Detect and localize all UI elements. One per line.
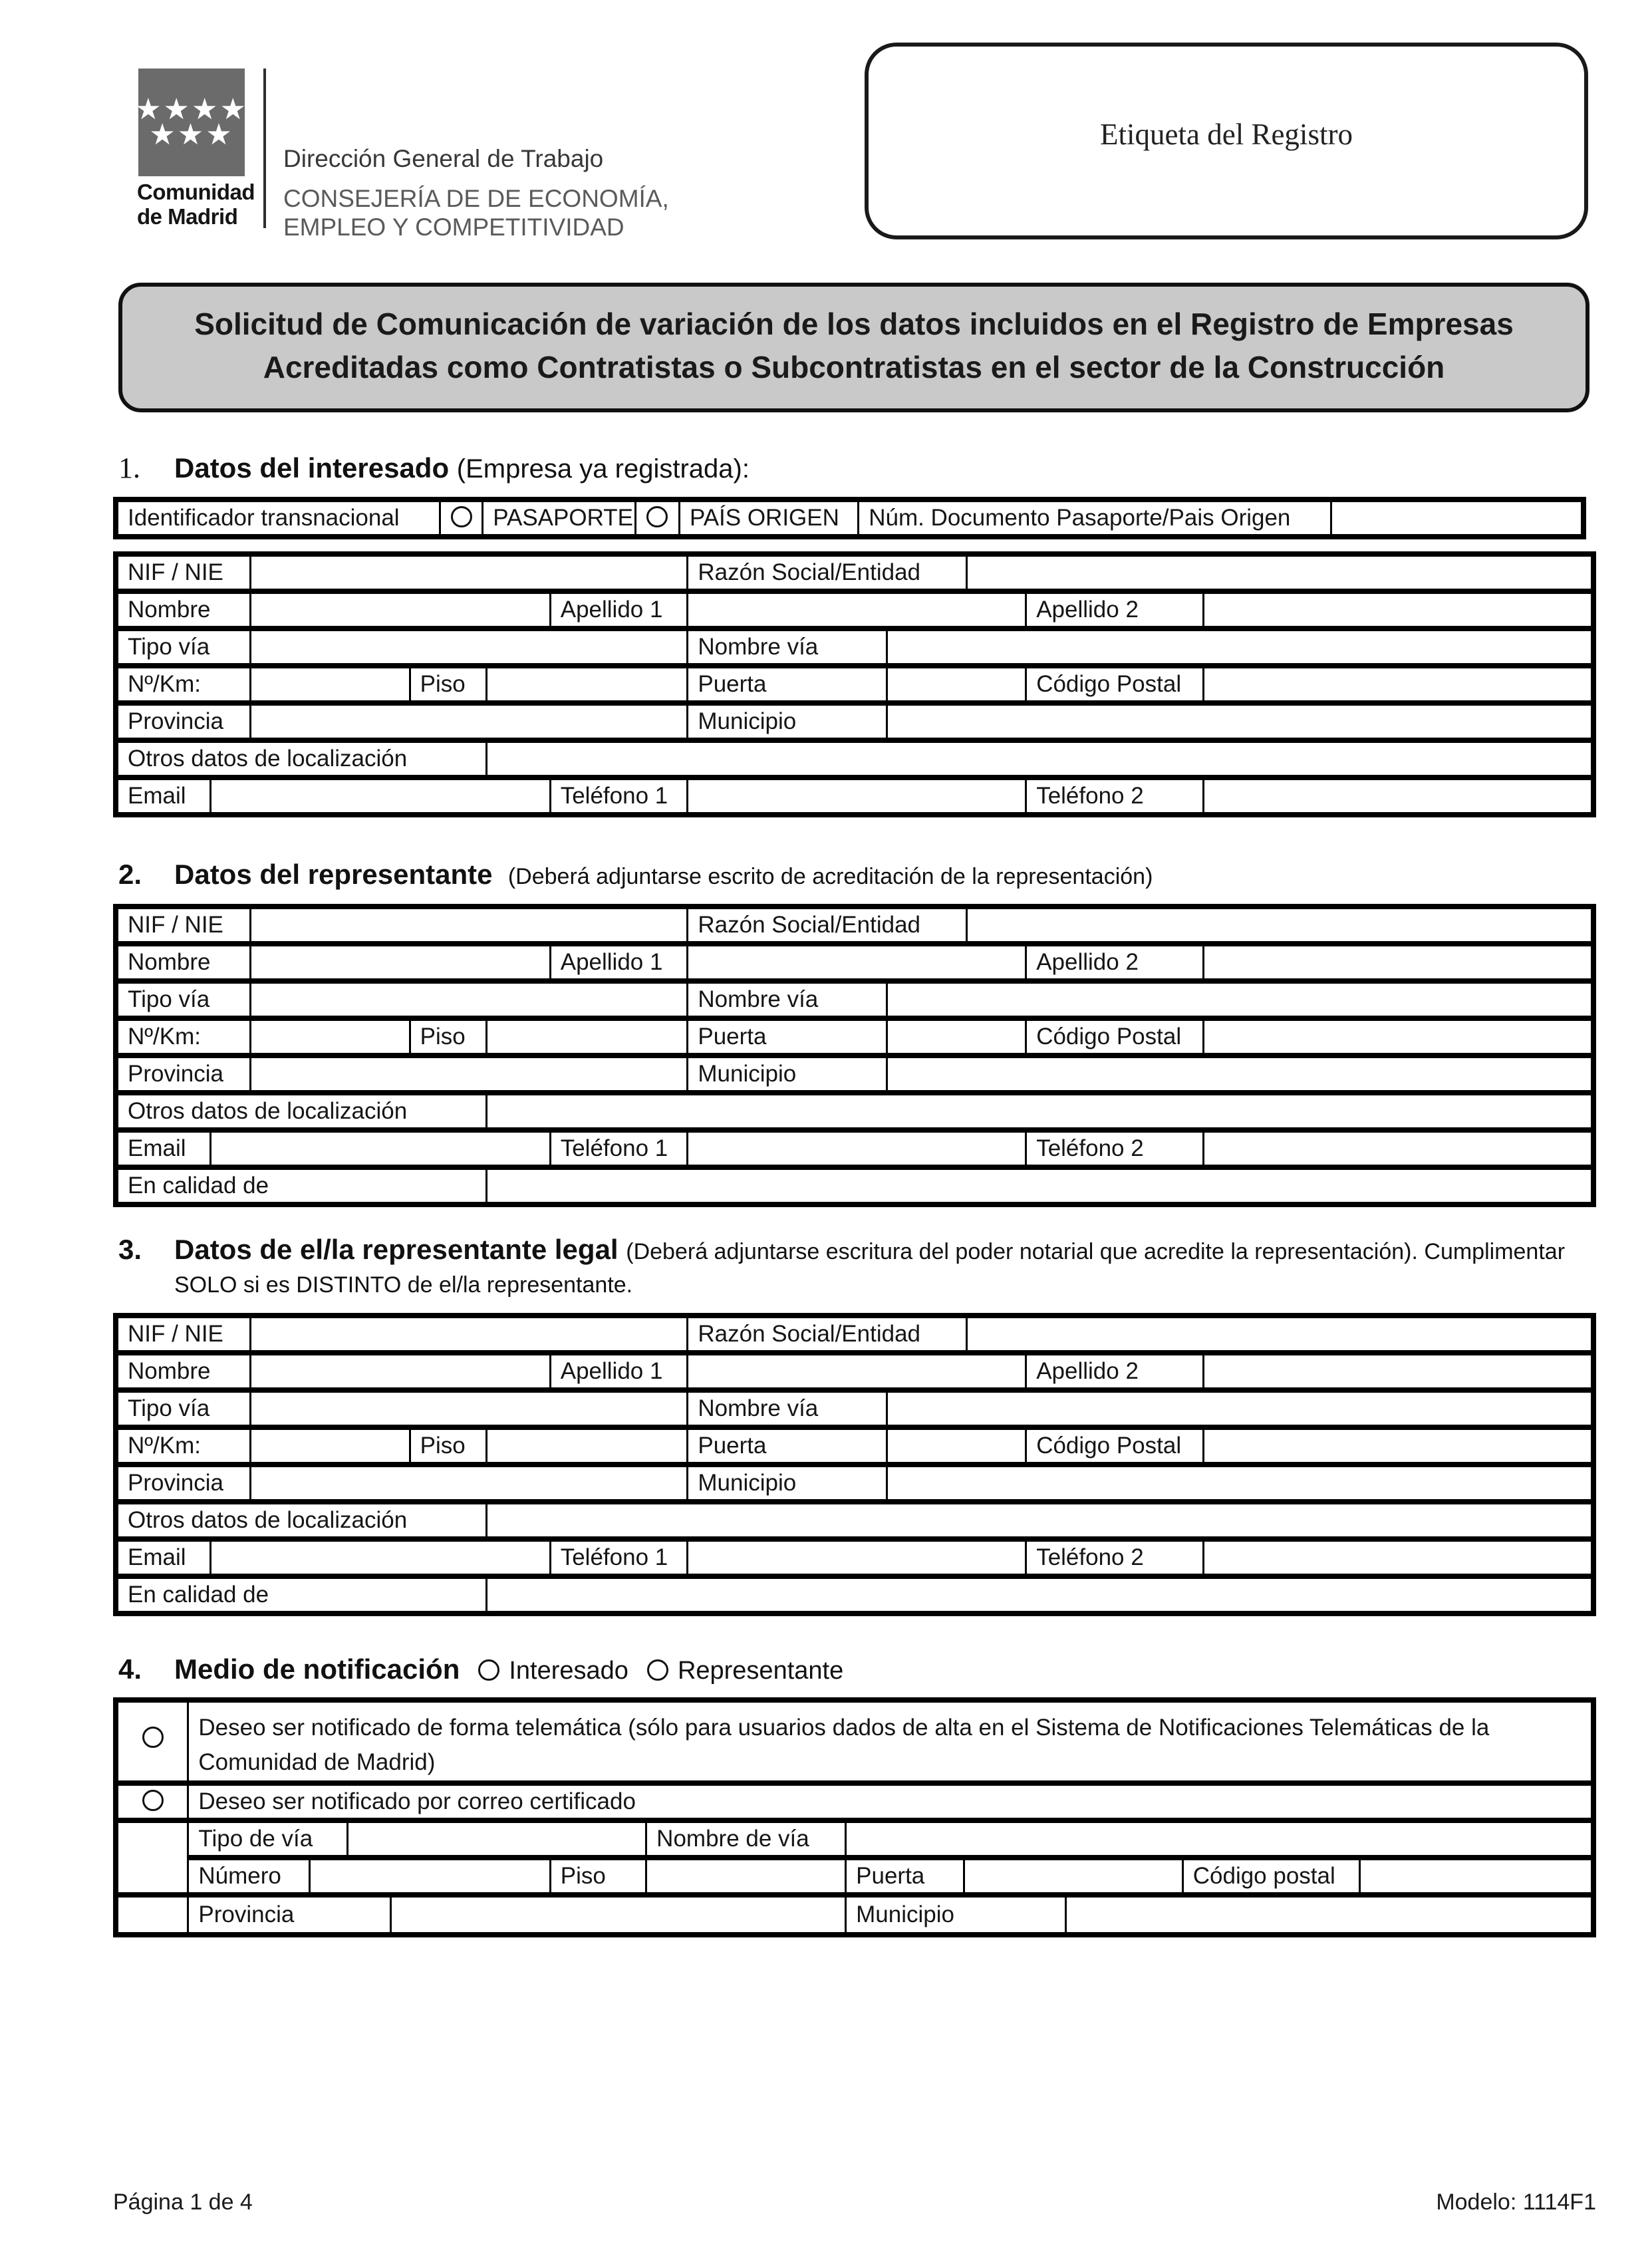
madrid-stars-icon: ★★★★ (135, 92, 248, 126)
apellido2-field[interactable] (1203, 944, 1593, 981)
section3-title-wrap (174, 1234, 1565, 1298)
razon-social-label: Razón Social/Entidad (688, 907, 967, 944)
puerta-label: Puerta (846, 1858, 964, 1895)
section4-heading (118, 1653, 1652, 1685)
pasaporte-label: PASAPORTE (483, 499, 636, 537)
section2-note: (Deberá adjuntarse escrito de acreditación de la representación) (507, 863, 1153, 889)
nif-nie-field[interactable] (250, 554, 688, 591)
logo-region-line1: Comunidad (137, 180, 255, 204)
nombre-via-field[interactable] (887, 1390, 1593, 1427)
provincia-field[interactable] (250, 1465, 688, 1502)
puerta-label: Puerta (688, 1018, 887, 1056)
logo-region-name (137, 180, 255, 229)
municipio-field[interactable] (887, 703, 1593, 740)
razon-social-field[interactable] (967, 907, 1593, 944)
num-km-label: Nº/Km: (116, 666, 250, 703)
logo-region-line2: de Madrid (137, 204, 238, 229)
nif-nie-label: NIF / NIE (116, 1316, 250, 1353)
piso-field[interactable] (487, 666, 688, 703)
municipio-label: Municipio (688, 1465, 887, 1502)
nombre-via-label: Nombre vía (688, 981, 887, 1018)
tipo-via-field[interactable] (250, 981, 688, 1018)
codigo-postal-label: Código Postal (1026, 1018, 1204, 1056)
razon-social-label: Razón Social/Entidad (688, 1316, 967, 1353)
section1-number: 1. (118, 451, 140, 484)
apellido1-label: Apellido 1 (550, 591, 688, 629)
nif-nie-field[interactable] (250, 1316, 688, 1353)
tipo-via-label: Tipo vía (116, 981, 250, 1018)
num-documento-label: Núm. Documento Pasaporte/Pais Origen (859, 499, 1331, 537)
apellido2-label: Apellido 2 (1026, 944, 1204, 981)
madrid-stars-icon: ★★★ (149, 118, 234, 151)
codigo-postal-label: Código Postal (1026, 1427, 1204, 1465)
codigo-postal-field[interactable] (1203, 1018, 1593, 1056)
telematica-option-label: Deseo ser notificado de forma telemática (sólo para usuarios dados de alta en el Sistema de Notificaciones Telemáticas de la Comunidad de Madrid) (188, 1700, 1593, 1783)
model-number: Modelo: 1114F1 (1436, 2189, 1596, 2215)
email-field[interactable] (210, 777, 550, 815)
apellido2-label: Apellido 2 (1026, 1353, 1204, 1390)
otros-datos-field[interactable] (487, 1093, 1593, 1130)
transnational-id-label: Identificador transnacional (116, 499, 440, 537)
numero-field[interactable] (309, 1858, 550, 1895)
section3-heading (118, 1234, 1652, 1298)
provincia-field[interactable] (250, 703, 688, 740)
en-calidad-label: En calidad de (116, 1167, 487, 1204)
apellido2-field[interactable] (1203, 591, 1593, 629)
puerta-field[interactable] (887, 1018, 1026, 1056)
section1-note: (Empresa ya registrada): (456, 454, 750, 484)
telefono1-field[interactable] (688, 1539, 1026, 1576)
num-km-field[interactable] (250, 1018, 410, 1056)
correo-option-label: Deseo ser notificado por correo certificado (188, 1783, 1593, 1820)
nombre-field[interactable] (250, 944, 550, 981)
section4-title-wrap (174, 1653, 843, 1685)
tipo-via-label: Tipo vía (116, 629, 250, 666)
registry-label-box (865, 43, 1588, 239)
codigo-postal-field[interactable] (1203, 1427, 1593, 1465)
piso-label: Piso (410, 1427, 487, 1465)
piso-label: Piso (550, 1858, 646, 1895)
codigo-postal-label: Código Postal (1026, 666, 1204, 703)
nombre-label: Nombre (116, 1353, 250, 1390)
section3-note1: (Deberá adjuntarse escritura del poder notarial que acredite la representación). Cumplimentar (626, 1238, 1566, 1264)
piso-field[interactable] (487, 1427, 688, 1465)
otros-datos-label: Otros datos de localización (116, 740, 487, 777)
registry-label-text: Etiqueta del Registro (1100, 118, 1353, 151)
page-footer (113, 2189, 1596, 2215)
pais-origen-radio[interactable] (646, 506, 668, 527)
municipio-field[interactable] (887, 1465, 1593, 1502)
nif-nie-label: NIF / NIE (116, 907, 250, 944)
nif-nie-label: NIF / NIE (116, 554, 250, 591)
provincia-label: Provincia (116, 1056, 250, 1093)
madrid-flag-logo (135, 69, 248, 176)
section3-note2: SOLO si es DISTINTO de el/la representante. (174, 1272, 633, 1298)
codigo-postal-label: Código postal (1182, 1858, 1360, 1895)
en-calidad-field[interactable] (487, 1167, 1593, 1204)
logo-divider (263, 69, 266, 228)
telefono1-label: Teléfono 1 (550, 1130, 688, 1167)
en-calidad-field[interactable] (487, 1576, 1593, 1614)
otros-datos-field[interactable] (487, 740, 1593, 777)
section1-title-wrap (174, 452, 750, 484)
provincia-label: Provincia (116, 703, 250, 740)
nombre-field[interactable] (250, 591, 550, 629)
email-label: Email (116, 1130, 210, 1167)
nombre-field[interactable] (250, 1353, 550, 1390)
nombre-de-via-field[interactable] (846, 1820, 1593, 1858)
piso-field[interactable] (646, 1858, 846, 1895)
puerta-label: Puerta (688, 666, 887, 703)
apellido1-label: Apellido 1 (550, 1353, 688, 1390)
num-km-field[interactable] (250, 666, 410, 703)
nombre-de-via-label: Nombre de vía (646, 1820, 846, 1858)
otros-datos-field[interactable] (487, 1502, 1593, 1539)
numero-label: Número (188, 1858, 309, 1895)
telefono2-field[interactable] (1203, 1130, 1593, 1167)
section3-number: 3. (118, 1233, 142, 1265)
telefono1-field[interactable] (688, 1130, 1026, 1167)
telefono1-field[interactable] (688, 777, 1026, 815)
pasaporte-radio[interactable] (451, 506, 472, 527)
representante-radio-label: Representante (677, 1656, 844, 1685)
puerta-field[interactable] (887, 1427, 1026, 1465)
provincia-label: Provincia (116, 1465, 250, 1502)
municipio-field[interactable] (1066, 1895, 1593, 1935)
representante-table (113, 904, 1596, 1207)
department-line1: Dirección General de Trabajo (283, 145, 604, 172)
form-title-banner: Solicitud de Comunicación de variación de los datos incluidos en el Registro de Empresas Acreditadas como Contratistas o Subcontratistas en el sector de la Construcción (118, 283, 1589, 412)
notificacion-table (113, 1697, 1596, 1937)
municipio-label: Municipio (846, 1895, 1066, 1935)
municipio-label: Municipio (688, 703, 887, 740)
piso-field[interactable] (487, 1018, 688, 1056)
section4-number: 4. (118, 1653, 142, 1685)
tipo-de-via-label: Tipo de vía (188, 1820, 348, 1858)
num-km-label: Nº/Km: (116, 1018, 250, 1056)
piso-label: Piso (410, 1018, 487, 1056)
interesado-radio-label: Interesado (509, 1656, 628, 1685)
apellido2-label: Apellido 2 (1026, 591, 1204, 629)
en-calidad-label: En calidad de (116, 1576, 487, 1614)
tipo-via-label: Tipo vía (116, 1390, 250, 1427)
nif-nie-field[interactable] (250, 907, 688, 944)
telematica-radio[interactable] (142, 1727, 164, 1748)
num-km-label: Nº/Km: (116, 1427, 250, 1465)
razon-social-label: Razón Social/Entidad (688, 554, 967, 591)
otros-datos-label: Otros datos de localización (116, 1093, 487, 1130)
puerta-field[interactable] (887, 666, 1026, 703)
notification-address-spacer-cell (116, 1820, 188, 1895)
provincia-field[interactable] (390, 1895, 845, 1935)
department-line2: CONSEJERÍA DE DE ECONOMÍA, (283, 185, 669, 212)
tipo-de-via-field[interactable] (348, 1820, 646, 1858)
section4-title: Medio de notificación (174, 1653, 460, 1685)
notification-address-spacer-cell (116, 1895, 188, 1935)
email-field[interactable] (210, 1130, 550, 1167)
apellido1-field[interactable] (688, 591, 1026, 629)
nombre-via-label: Nombre vía (688, 629, 887, 666)
department-line3: EMPLEO Y COMPETITIVIDAD (283, 213, 624, 241)
apellido1-field[interactable] (688, 1353, 1026, 1390)
telefono2-label: Teléfono 2 (1026, 1130, 1204, 1167)
representante-legal-table (113, 1313, 1596, 1616)
section2-number: 2. (118, 858, 142, 890)
pais-origen-radio-cell (635, 499, 679, 537)
section2-title-wrap (174, 859, 1153, 891)
email-label: Email (116, 1539, 210, 1576)
section1-title: Datos del interesado (174, 452, 450, 484)
nombre-via-label: Nombre vía (688, 1390, 887, 1427)
section1-heading (118, 451, 1652, 485)
num-km-field[interactable] (250, 1427, 410, 1465)
razon-social-field[interactable] (967, 1316, 1593, 1353)
apellido2-field[interactable] (1203, 1353, 1593, 1390)
puerta-field[interactable] (964, 1858, 1182, 1895)
email-label: Email (116, 777, 210, 815)
nombre-via-field[interactable] (887, 981, 1593, 1018)
puerta-label: Puerta (688, 1427, 887, 1465)
email-field[interactable] (210, 1539, 550, 1576)
telefono2-label: Teléfono 2 (1026, 1539, 1204, 1576)
interesado-table (113, 551, 1596, 817)
num-documento-field[interactable] (1331, 499, 1583, 537)
page-header (0, 0, 1652, 283)
apellido1-label: Apellido 1 (550, 944, 688, 981)
representante-radio[interactable] (647, 1659, 668, 1681)
section2-title: Datos del representante (174, 858, 493, 890)
municipio-label: Municipio (688, 1056, 887, 1093)
provincia-label: Provincia (188, 1895, 390, 1935)
pasaporte-radio-cell (440, 499, 483, 537)
section2-heading (118, 859, 1652, 891)
tipo-via-field[interactable] (250, 629, 688, 666)
codigo-postal-field[interactable] (1360, 1858, 1593, 1895)
telefono2-field[interactable] (1203, 1539, 1593, 1576)
otros-datos-label: Otros datos de localización (116, 1502, 487, 1539)
correo-radio-cell (116, 1783, 188, 1820)
section3-title: Datos de el/la representante legal (174, 1233, 619, 1265)
apellido1-field[interactable] (688, 944, 1026, 981)
telefono1-label: Teléfono 1 (550, 1539, 688, 1576)
interesado-radio[interactable] (478, 1659, 499, 1681)
telematica-radio-cell (116, 1700, 188, 1783)
piso-label: Piso (410, 666, 487, 703)
codigo-postal-field[interactable] (1203, 666, 1593, 703)
page-number: Página 1 de 4 (113, 2189, 253, 2215)
pais-origen-label: PAÍS ORIGEN (679, 499, 858, 537)
tipo-via-field[interactable] (250, 1390, 688, 1427)
provincia-field[interactable] (250, 1056, 688, 1093)
nombre-via-field[interactable] (887, 629, 1593, 666)
telefono2-label: Teléfono 2 (1026, 777, 1204, 815)
correo-radio[interactable] (142, 1790, 164, 1811)
telefono2-field[interactable] (1203, 777, 1593, 815)
municipio-field[interactable] (887, 1056, 1593, 1093)
department-block (283, 145, 669, 242)
telefono1-label: Teléfono 1 (550, 777, 688, 815)
transnational-id-table (113, 497, 1586, 539)
nombre-label: Nombre (116, 944, 250, 981)
nombre-label: Nombre (116, 591, 250, 629)
razon-social-field[interactable] (967, 554, 1593, 591)
